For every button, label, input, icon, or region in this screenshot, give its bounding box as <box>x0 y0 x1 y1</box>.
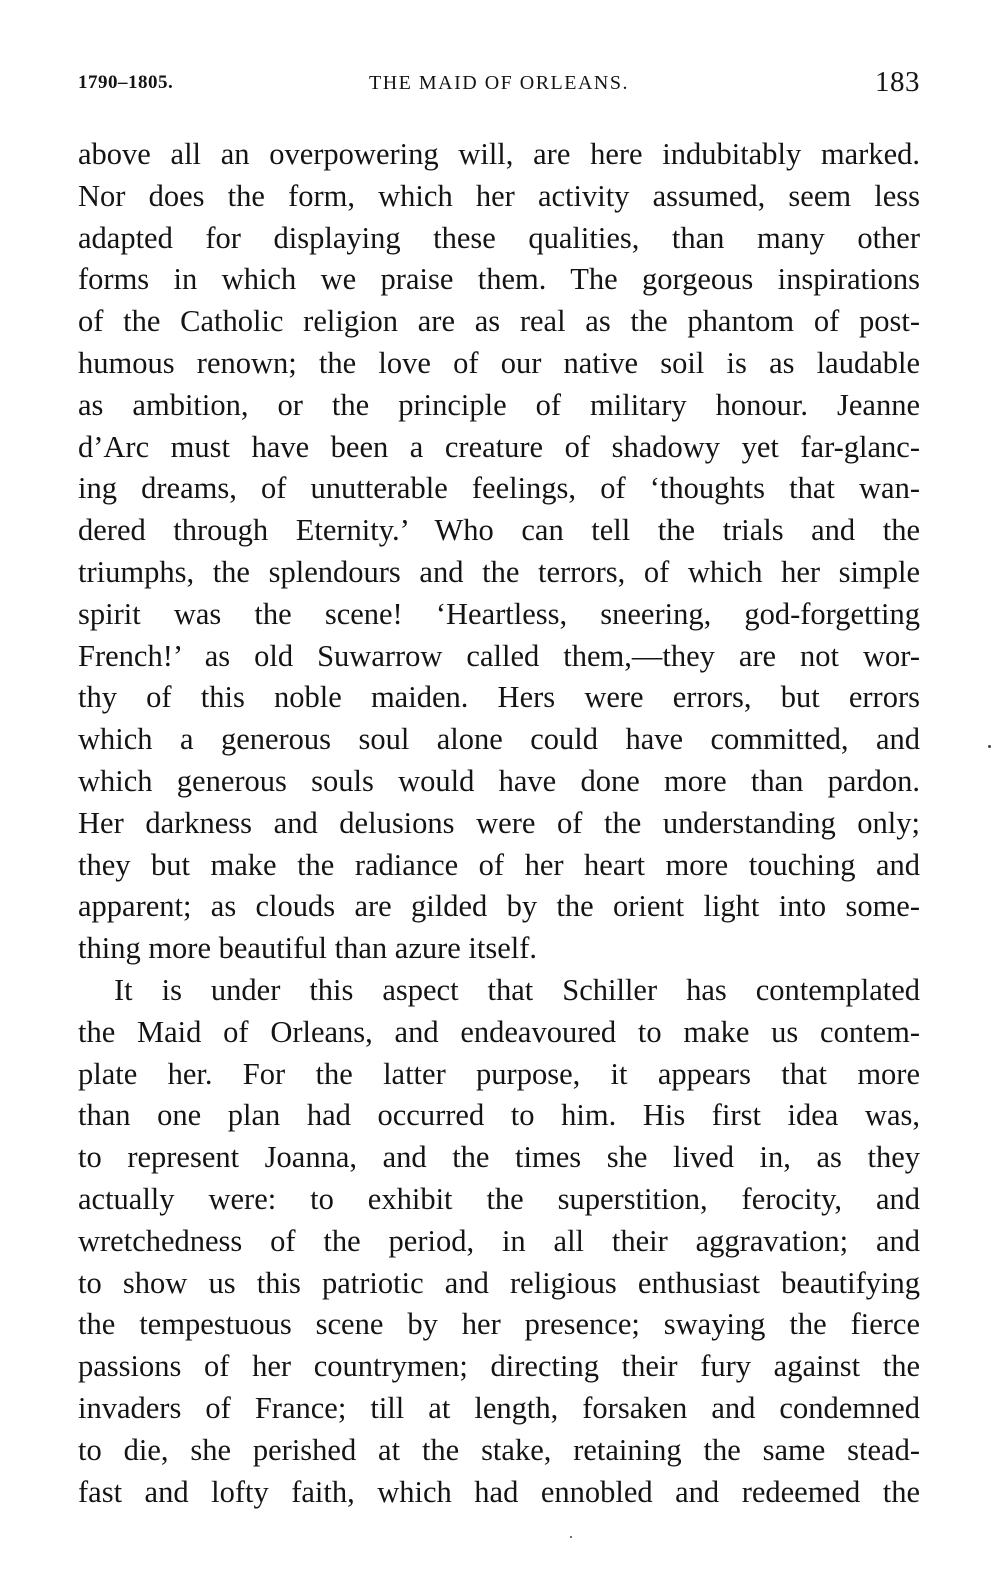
text-line: forms in which we praise them. The gorgeous inspirations <box>78 262 920 297</box>
text-line: which generous souls would have done more than pardon. <box>78 763 920 798</box>
paragraph-1 <box>78 134 920 970</box>
text-line: which a generous soul alone could have committed, and <box>78 722 920 757</box>
text-line: fast and lofty faith, which had ennobled and redeemed the <box>78 1474 920 1509</box>
text-line: Her darkness and delusions were of the understanding only; <box>78 805 920 840</box>
paragraph-2 <box>78 970 920 1513</box>
text-line: dered through Eternity.’ Who can tell the trials and the <box>78 513 920 548</box>
page-number: 183 <box>875 66 920 98</box>
text-line: thy of this noble maiden. Hers were errors, but errors <box>78 680 920 715</box>
text-line: above all an overpowering will, are here indubitably marked. <box>78 137 920 171</box>
text-line: as ambition, or the principle of military honour. Jeanne <box>78 387 920 422</box>
text-line: thing more beautiful than azure itself. <box>78 931 538 966</box>
text-line: triumphs, the splendours and the terrors, of which her simple <box>78 554 920 589</box>
text-line: apparent; as clouds are gilded by the orient light into some- <box>78 889 920 924</box>
running-head-title: THE MAID OF ORLEANS. <box>369 72 629 94</box>
text-line: invaders of France; till at length, forsaken and condemned <box>78 1390 920 1425</box>
text-line: the tempestuous scene by her presence; swaying the fierce <box>78 1307 920 1342</box>
text-line: ing dreams, of unutterable feelings, of ‘thoughts that wan- <box>78 471 920 506</box>
body-text <box>78 134 920 1513</box>
scan-speck <box>988 745 991 748</box>
running-head <box>78 66 920 106</box>
text-line: d’Arc must have been a creature of shadowy yet far-glanc- <box>78 429 920 464</box>
text-line: adapted for displaying these qualities, than many other <box>78 220 920 255</box>
text-line: they but make the radiance of her heart more touching and <box>78 847 920 882</box>
text-line: French!’ as old Suwarrow called them,—they are not wor- <box>78 638 920 673</box>
text-line: spirit was the scene! ‘Heartless, sneering, god-forgetting <box>78 596 920 631</box>
running-head-years: 1790–1805. <box>78 72 174 93</box>
scan-speck <box>570 1536 572 1538</box>
text-line: to die, she perished at the stake, retaining the same stead- <box>78 1432 920 1467</box>
text-line: than one plan had occurred to him. His first idea was, <box>78 1098 920 1133</box>
text-line: the Maid of Orleans, and endeavoured to make us contem- <box>78 1014 920 1049</box>
text-line: humous renown; the love of our native soil is as laudable <box>78 345 920 380</box>
text-line: to show us this patriotic and religious enthusiast beautifying <box>78 1265 920 1300</box>
text-line: of the Catholic religion are as real as the phantom of post- <box>78 304 920 339</box>
text-line: wretchedness of the period, in all their aggravation; and <box>78 1223 920 1258</box>
text-line: It is under this aspect that Schiller has contemplated <box>114 972 920 1007</box>
text-line: actually were: to exhibit the superstition, ferocity, and <box>78 1181 920 1216</box>
text-line: to represent Joanna, and the times she lived in, as they <box>78 1140 920 1175</box>
text-line: plate her. For the latter purpose, it appears that more <box>78 1056 920 1091</box>
text-line: Nor does the form, which her activity assumed, seem less <box>78 178 920 213</box>
text-line: passions of her countrymen; directing their fury against the <box>78 1349 920 1384</box>
